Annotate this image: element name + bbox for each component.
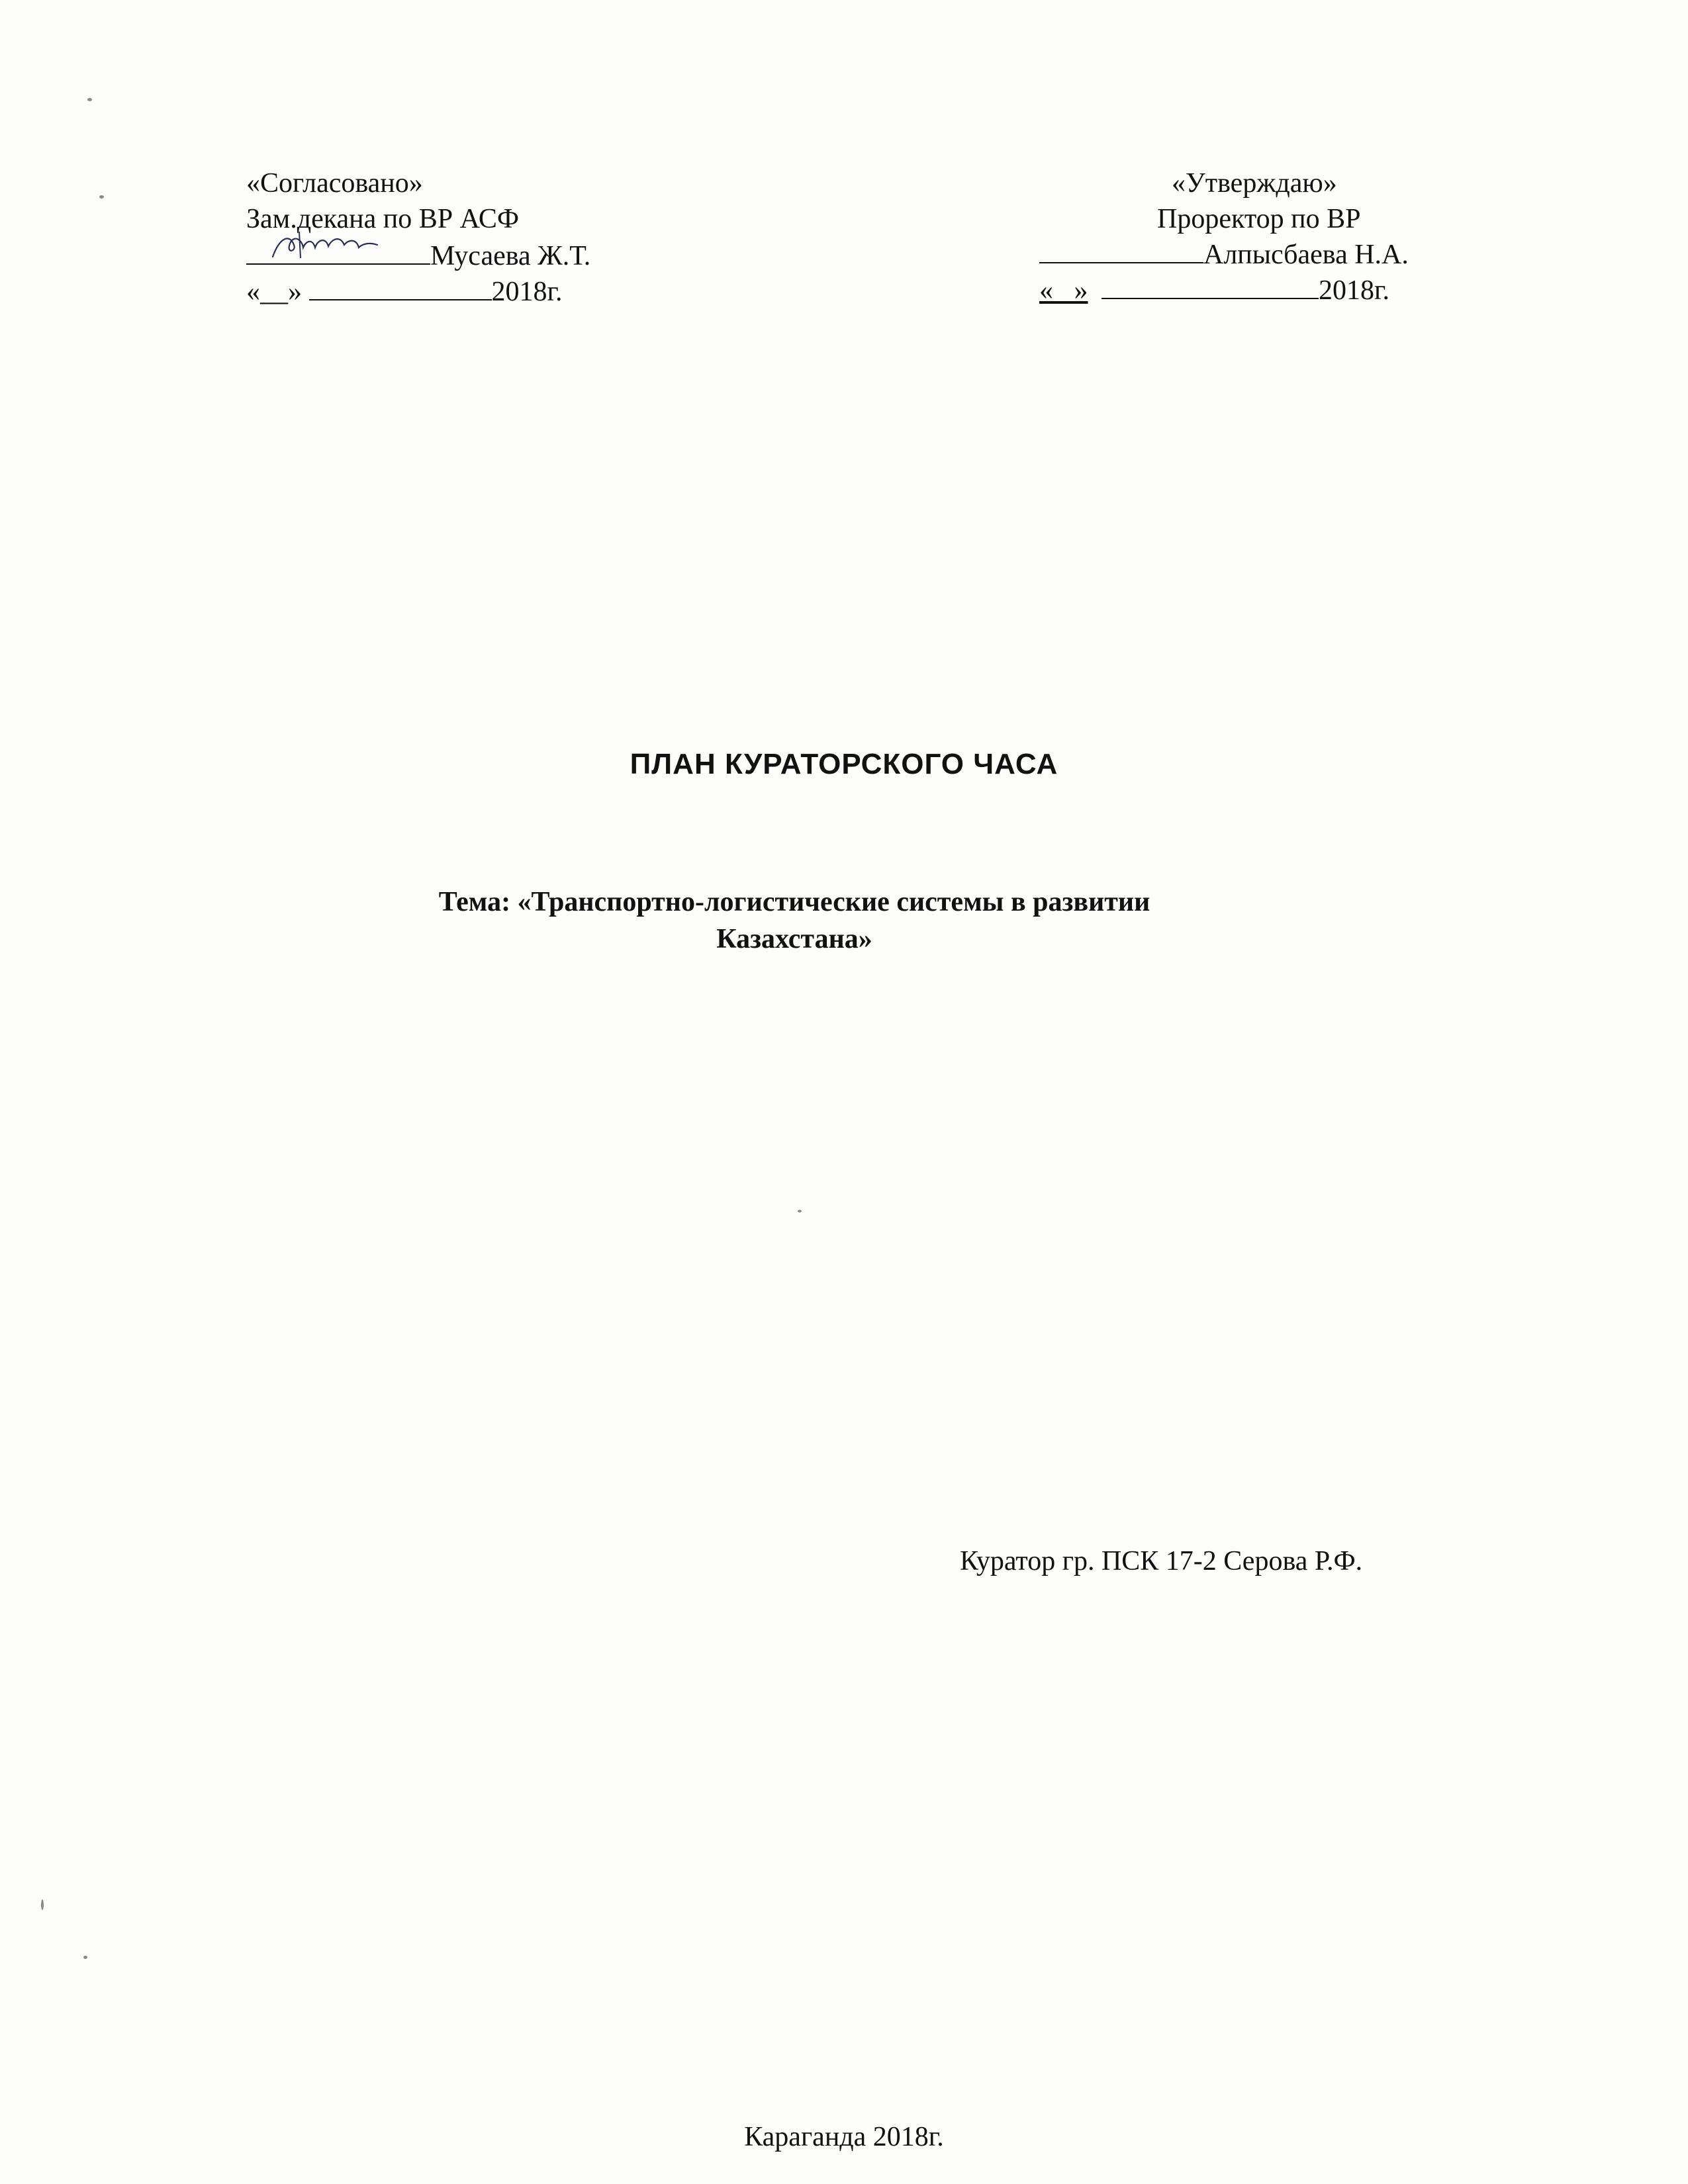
approved-signature-field — [1039, 240, 1203, 263]
city-year: Караганда 2018г. — [744, 2122, 944, 2152]
agreed-date-blank — [309, 278, 492, 300]
topic-line-1: Тема: «Транспортно-логистические системы в развитии — [438, 887, 1150, 917]
scan-speck — [99, 195, 104, 199]
topic-line-2: Казахстана» — [716, 924, 872, 954]
agreed-heading: «Согласовано» — [246, 168, 423, 199]
agreed-position: Зам.декана по ВР АСФ — [246, 204, 520, 234]
handwritten-signature-icon — [259, 225, 392, 265]
approved-date-blank — [1102, 277, 1319, 299]
approved-date-year: 2018г. — [1319, 275, 1389, 306]
document-topic — [265, 884, 1324, 958]
agreed-signature-line — [246, 237, 590, 274]
approved-date-line — [1039, 273, 1516, 308]
agreed-date-open: «__» — [246, 277, 302, 307]
agreed-date-line — [246, 274, 590, 310]
approval-block-approved — [1039, 165, 1516, 308]
scan-speck — [87, 98, 92, 101]
curator-line: Куратор гр. ПСК 17-2 Серова Р.Ф. — [960, 1546, 1363, 1576]
approved-signature-line — [1039, 237, 1516, 273]
scan-speck — [83, 1956, 87, 1959]
agreed-signatory: Мусаева Ж.Т. — [430, 241, 591, 271]
approved-position: Проректор по ВР — [1157, 204, 1361, 234]
scan-speck — [798, 1210, 802, 1212]
document-title: ПЛАН КУРАТОРСКОГО ЧАСА — [630, 748, 1058, 780]
approved-heading: «Утверждаю» — [1172, 168, 1337, 199]
approved-signatory: Алпысбаева Н.А. — [1203, 240, 1409, 270]
signature-field — [246, 237, 430, 265]
agreed-date-year: 2018г. — [491, 277, 563, 307]
scan-speck — [41, 1899, 44, 1910]
approval-block-agreed — [246, 165, 590, 310]
approved-date-open: « » — [1039, 275, 1088, 306]
